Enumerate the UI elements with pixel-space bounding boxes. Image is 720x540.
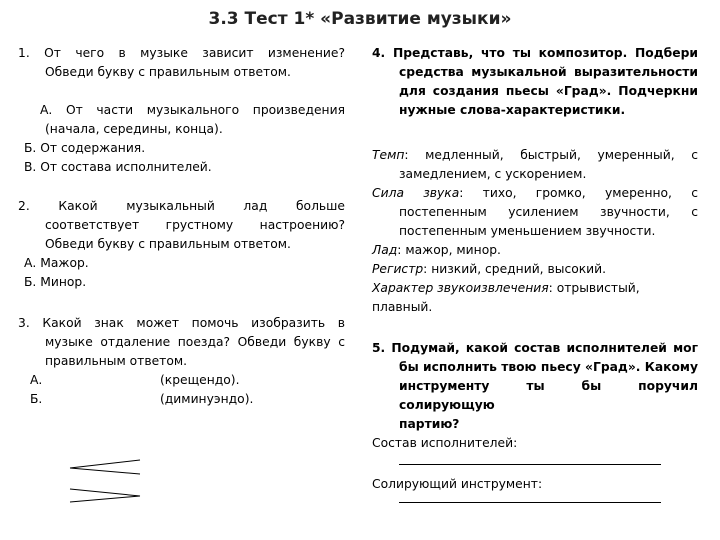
sila-key: Сила звука [372, 186, 460, 200]
q2-option-a[interactable]: А. Мажор. [24, 256, 89, 270]
sila-line-2[interactable]: постепенным усилением звучности, с [399, 205, 698, 219]
tempo-key: Темп [372, 148, 405, 162]
q5-line-3: инструменту ты бы поручил солирующую [399, 379, 698, 412]
sostav-label: Состав исполнителей: [372, 436, 518, 450]
character-line [372, 279, 698, 317]
q3-option-a-text: (крещендо). [160, 373, 240, 387]
lad-values[interactable]: : мажор, минор. [397, 243, 501, 257]
q2-line-2: соответствует грустному настроению? [45, 218, 345, 232]
q2-line-1: 2. Какой музыкальный лад больше [18, 199, 345, 213]
tempo-line-2[interactable]: замедлением, с ускорением. [399, 167, 587, 181]
register-line [372, 260, 698, 279]
question-2 [18, 197, 345, 292]
q1-line-2: Обведи букву с правильным ответом. [45, 65, 291, 79]
q3-option-b-label[interactable]: Б. [30, 392, 43, 406]
q5-line-4: партию? [399, 417, 460, 431]
q5-line-2: бы исполнить твою пьесу «Град». Какому [399, 360, 698, 374]
tempo-line-1 [372, 146, 698, 165]
tempo-values[interactable]: : медленный, быстрый, умеренный, с [404, 148, 698, 162]
sila-values[interactable]: : тихо, громко, умеренно, с [459, 186, 698, 200]
right-column [372, 44, 698, 503]
solo-label: Солирующий инструмент: [372, 477, 543, 491]
q4-line-2: средства музыкальной выразительности [399, 65, 698, 79]
character-values[interactable]: : отрывистый, плавный. [372, 281, 640, 314]
register-key: Регистр [372, 262, 424, 276]
q4-line-1: 4. Представь, что ты композитор. Подбери [372, 46, 698, 60]
left-column [18, 44, 345, 409]
character-key: Характер звукоизвлечения [372, 281, 549, 295]
lad-key: Лад [372, 243, 398, 257]
crescendo-diminuendo-symbols [66, 456, 146, 504]
q2-option-b[interactable]: Б. Минор. [24, 275, 87, 289]
register-values[interactable]: : низкий, средний, высокий. [423, 262, 607, 276]
sila-line-1 [372, 184, 698, 203]
diminuendo-symbol [70, 489, 140, 502]
q3-option-b-text: (диминуэндо). [160, 392, 254, 406]
page-title: 3.3 Тест 1* «Развитие музыки» [208, 9, 512, 29]
q3-line-3: правильным ответом. [45, 354, 188, 368]
q1-line-1: 1. От чего в музыке зависит изменение? [18, 46, 345, 60]
q2-line-3: Обведи букву с правильным ответом. [45, 237, 291, 251]
question-4 [372, 44, 698, 317]
lad-line [372, 241, 698, 260]
q3-line-2: музыке отдаление поезда? Обведи букву с [45, 335, 345, 349]
q4-line-3: для создания пьесы «Град». Подчеркни [399, 84, 698, 98]
q1-option-a[interactable]: А. От части музыкального произведения [40, 103, 345, 117]
crescendo-symbol [70, 460, 140, 474]
q1-option-c[interactable]: В. От состава исполнителей. [24, 160, 212, 174]
solo-answer-line[interactable] [399, 501, 661, 503]
q5-line-1: 5. Подумай, какой состав исполнителей мог [372, 341, 698, 355]
q1-option-b[interactable]: Б. От содержания. [24, 141, 146, 155]
question-3 [18, 314, 345, 409]
sila-line-3[interactable]: постепенным уменьшением звучности. [399, 224, 656, 238]
q1-option-a-cont: (начала, середины, конца). [45, 122, 223, 136]
q3-option-a-label[interactable]: А. [30, 373, 43, 387]
question-5 [372, 339, 698, 503]
q4-line-4: нужные слова-характеристики. [399, 103, 626, 117]
question-1 [18, 44, 345, 177]
q3-line-1: 3. Какой знак может помочь изобразить в [18, 316, 345, 330]
